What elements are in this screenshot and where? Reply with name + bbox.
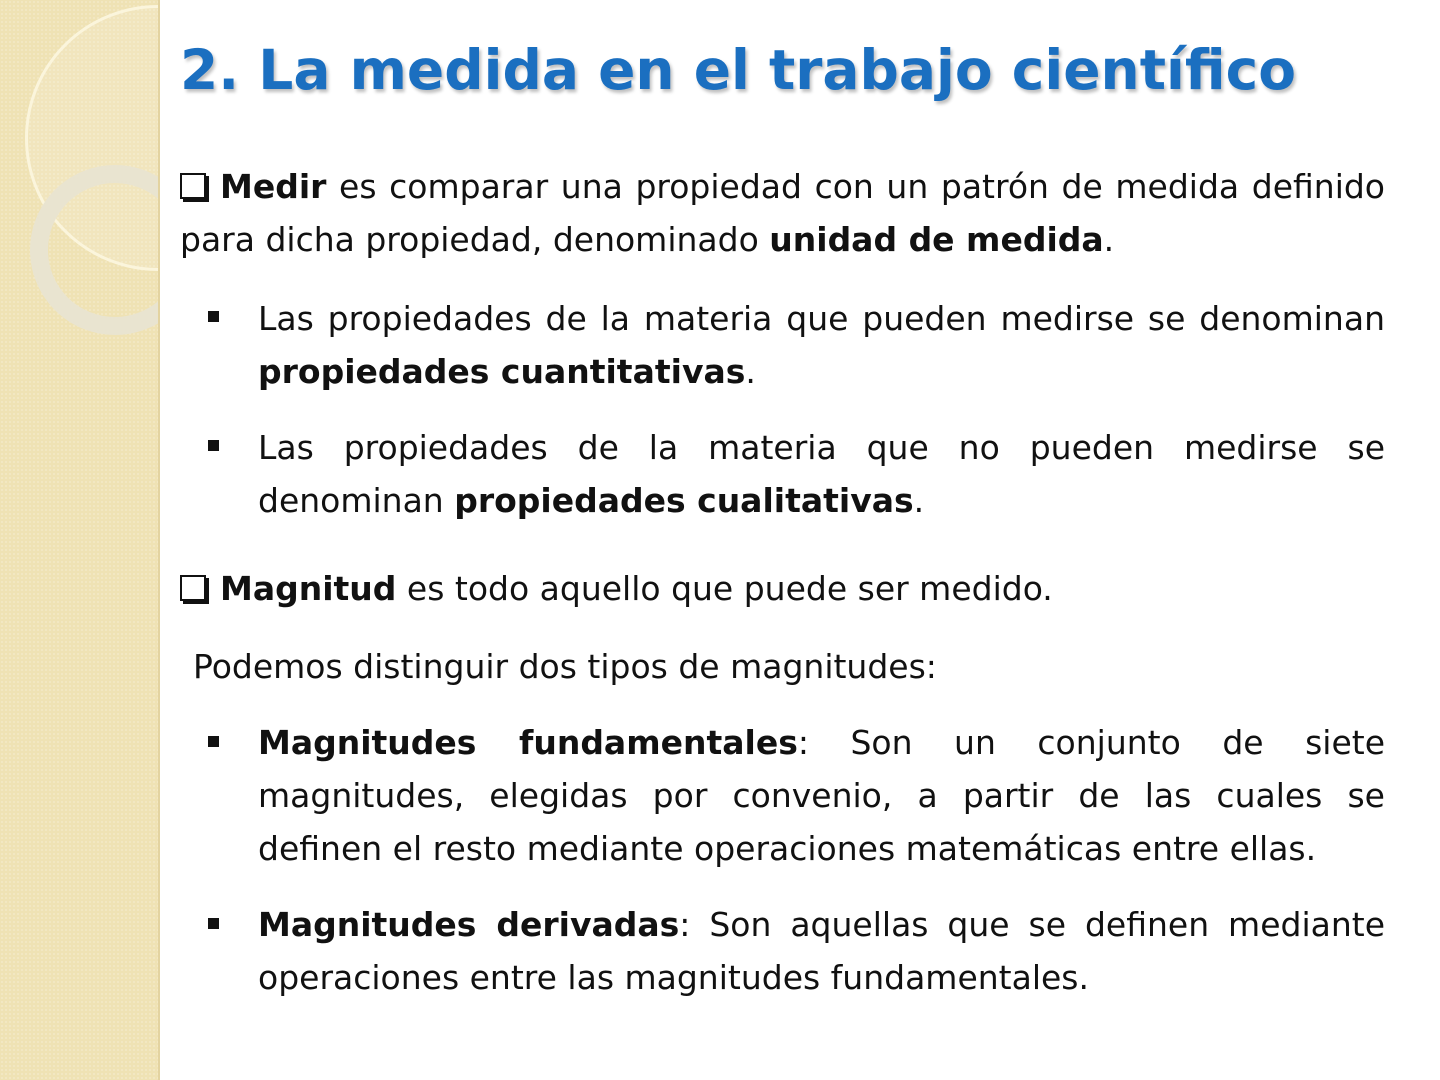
text: : Son un conjunto de siete magnitudes, elegidas por convenio, a partir de las cuales se definen el resto mediante operaciones matemáticas entre ellas.: [258, 723, 1385, 868]
term-medir: Medir: [220, 167, 327, 206]
slide-title: 2. La medida en el trabajo científico: [180, 38, 1297, 102]
term-magnitud: Magnitud: [220, 569, 397, 608]
term: Magnitudes fundamentales: [258, 723, 798, 762]
term: propiedades cualitativas: [454, 481, 914, 520]
text: .: [913, 481, 925, 520]
text: es comparar una propiedad con un patrón de medida definido para dicha propiedad, denominado: [180, 167, 1385, 259]
square-bullet-icon: [208, 736, 219, 747]
decorative-sidebar: [0, 0, 160, 1080]
text: Las propiedades de la materia que no pueden medirse se denominan: [258, 428, 1385, 520]
square-bullet-icon: [208, 311, 219, 322]
paragraph-cuantitativas: [258, 292, 1385, 398]
square-bullet-icon: [208, 918, 219, 929]
text: Las propiedades de la materia que pueden medirse se denominan: [258, 299, 1385, 338]
paragraph-tipos: Podemos distinguir dos tipos de magnitudes:: [193, 647, 937, 686]
paragraph-magnitud: [180, 562, 1385, 615]
paragraph-derivadas: [258, 898, 1385, 1004]
text: .: [1103, 220, 1115, 259]
text: : Son aquellas que se definen mediante operaciones entre las magnitudes fundamentales.: [258, 905, 1385, 997]
text: .: [745, 352, 756, 391]
square-bullet-icon: [208, 440, 219, 451]
text: es todo aquello que puede ser medido.: [396, 569, 1053, 608]
paragraph-cualitativas: [258, 421, 1385, 527]
term: Magnitudes derivadas: [258, 905, 680, 944]
paragraph-medir: [180, 160, 1385, 266]
term: propiedades cuantitativas: [258, 352, 746, 391]
paragraph-fundamentales: [258, 716, 1385, 875]
checkbox-bullet-icon: [180, 173, 206, 199]
term-unidad: unidad de medida: [769, 220, 1104, 259]
checkbox-bullet-icon: [180, 575, 206, 601]
